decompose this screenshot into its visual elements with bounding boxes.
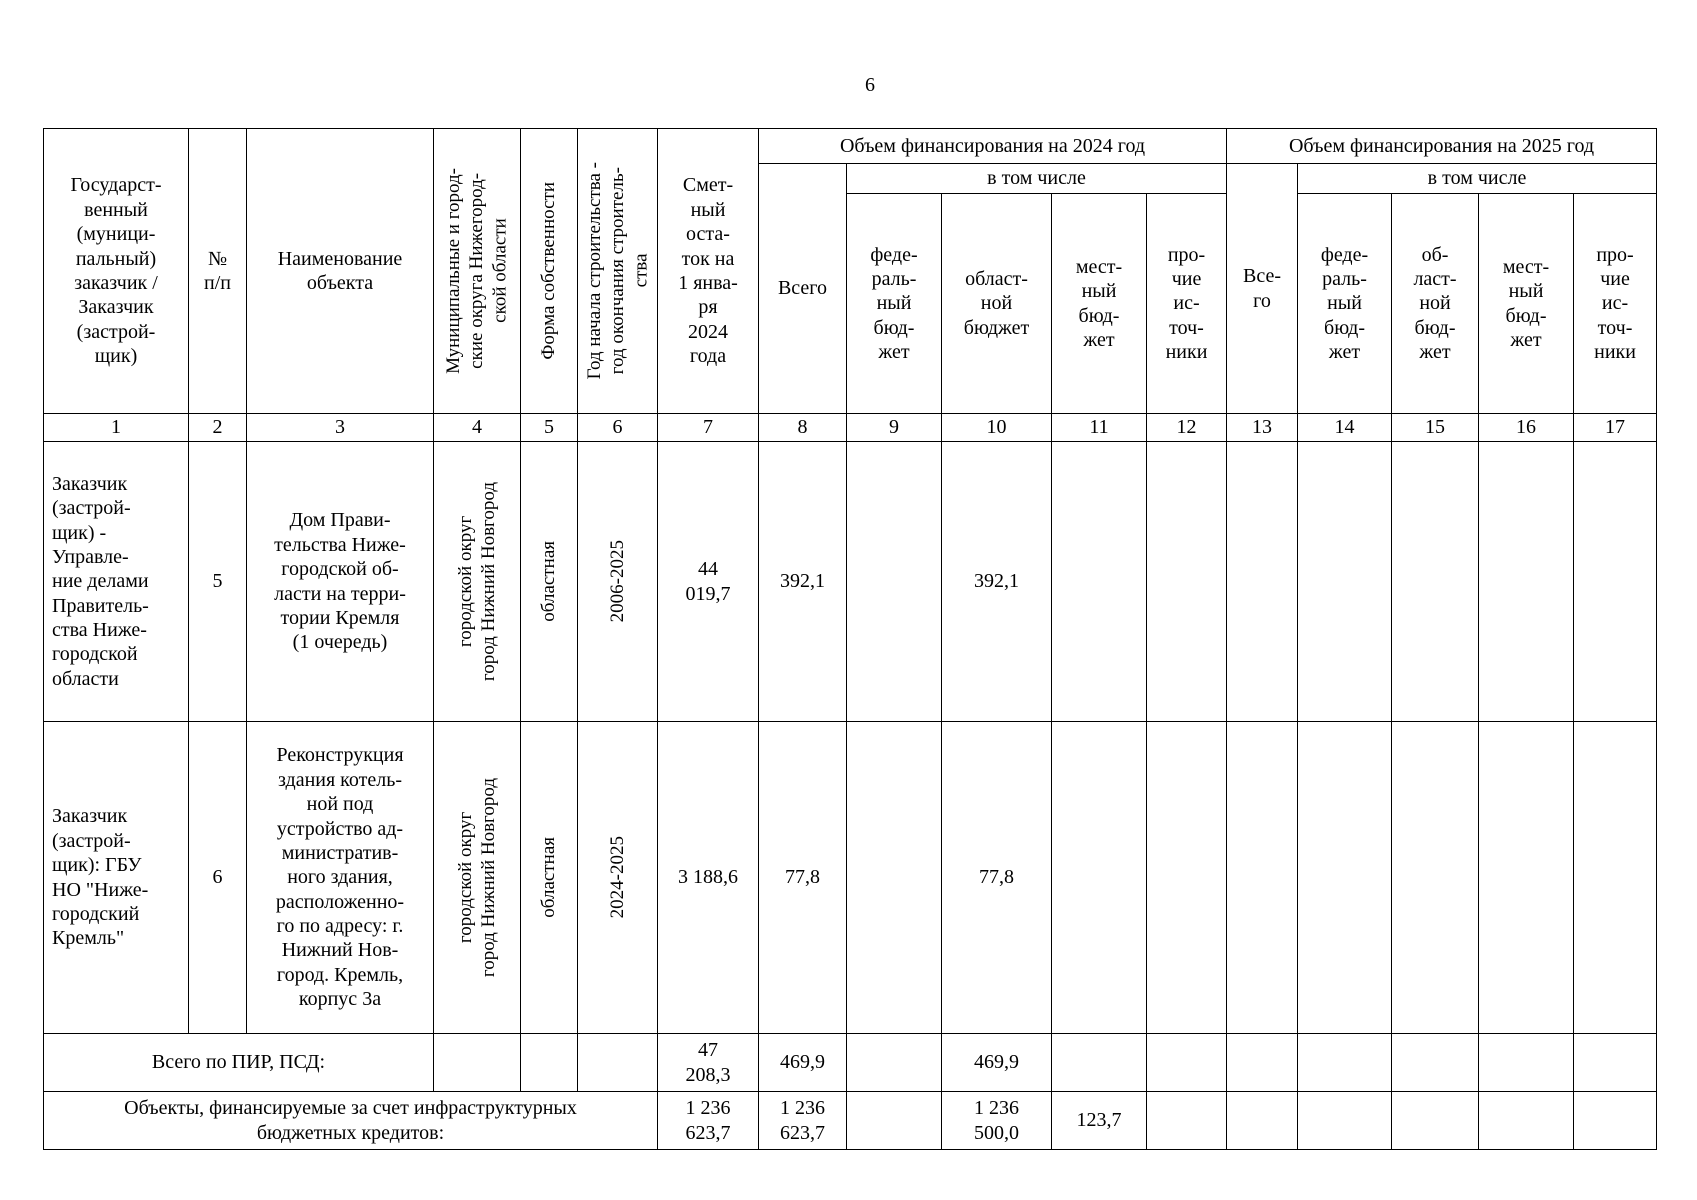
row-ownership: областная xyxy=(521,722,578,1034)
row-num: 6 xyxy=(189,722,247,1034)
page-number: 6 xyxy=(865,74,875,96)
header-fed-2025: феде- раль- ный бюд- жет xyxy=(1298,194,1392,414)
column-number: 10 xyxy=(942,414,1052,442)
column-number: 11 xyxy=(1052,414,1147,442)
header-customer: Государст- венный (муници- пальный) заказчик / Заказчик (застрой- щик) xyxy=(44,129,189,414)
total-pir-remainder: 47 208,3 xyxy=(658,1034,759,1092)
row-oth-2024 xyxy=(1147,722,1227,1034)
column-number: 9 xyxy=(847,414,942,442)
column-number: 16 xyxy=(1479,414,1574,442)
row-loc-2024 xyxy=(1052,722,1147,1034)
row-fed-2025 xyxy=(1298,722,1392,1034)
column-number: 4 xyxy=(434,414,521,442)
row-reg-2025 xyxy=(1392,722,1479,1034)
infra-loc-2024: 123,7 xyxy=(1052,1092,1147,1150)
row-object-name: Реконструкция здания котель- ной под устройство ад- министратив- ного здания, расположенно- го по адресу: г. Нижний Нов- город. Кремль, корпус 3а xyxy=(247,722,434,1034)
row-num: 5 xyxy=(189,442,247,722)
header-including-2024: в том числе xyxy=(847,164,1227,194)
column-numbers-row xyxy=(44,414,1657,442)
row-reg-2024: 392,1 xyxy=(942,442,1052,722)
column-number: 3 xyxy=(247,414,434,442)
row-object-name: Дом Прави- тельства Ниже- городской об- ласти на терри- тории Кремля (1 очередь) xyxy=(247,442,434,722)
infra-reg-2024: 1 236 500,0 xyxy=(942,1092,1052,1150)
column-number: 5 xyxy=(521,414,578,442)
row-customer: Заказчик (застрой- щик) - Управле- ние делами Правитель- ства Ниже- городской области xyxy=(44,442,189,722)
total-pir-reg-2024: 469,9 xyxy=(942,1034,1052,1092)
row-years: 2006-2025 xyxy=(578,442,658,722)
total-pir-total-2024: 469,9 xyxy=(759,1034,847,1092)
row-total-2025 xyxy=(1227,442,1298,722)
column-number: 1 xyxy=(44,414,189,442)
header-municipal: Муниципальные и город- ские округа Нижегород- ской области xyxy=(434,129,521,414)
header-loc-2025: мест- ный бюд- жет xyxy=(1479,194,1574,414)
column-number: 6 xyxy=(578,414,658,442)
header-including-2025: в том числе xyxy=(1298,164,1657,194)
column-number: 2 xyxy=(189,414,247,442)
table-row xyxy=(44,442,1657,722)
row-oth-2024 xyxy=(1147,442,1227,722)
row-oth-2025 xyxy=(1574,722,1657,1034)
row-fed-2024 xyxy=(847,722,942,1034)
header-oth-2024: про- чие ис- точ- ники xyxy=(1147,194,1227,414)
header-fin-2025: Объем финансирования на 2025 год xyxy=(1227,129,1657,164)
total-pir-row xyxy=(44,1034,1657,1092)
row-fed-2024 xyxy=(847,442,942,722)
header-reg-2025: об- ласт- ной бюд- жет xyxy=(1392,194,1479,414)
row-oth-2025 xyxy=(1574,442,1657,722)
row-fed-2025 xyxy=(1298,442,1392,722)
infra-total-2024: 1 236 623,7 xyxy=(759,1092,847,1150)
infra-label: Объекты, финансируемые за счет инфраструктурных бюджетных кредитов: xyxy=(44,1092,658,1150)
row-reg-2024: 77,8 xyxy=(942,722,1052,1034)
column-number: 7 xyxy=(658,414,759,442)
column-number: 15 xyxy=(1392,414,1479,442)
column-number: 14 xyxy=(1298,414,1392,442)
header-remainder: Смет- ный оста- ток на 1 янва- ря 2024 года xyxy=(658,129,759,414)
infra-remainder: 1 236 623,7 xyxy=(658,1092,759,1150)
header-object-name: Наименование объекта xyxy=(247,129,434,414)
row-loc-2024 xyxy=(1052,442,1147,722)
column-number: 13 xyxy=(1227,414,1298,442)
header-total-2025: Все- го xyxy=(1227,164,1298,414)
header-ownership: Форма собственности xyxy=(521,129,578,414)
header-total-2024: Всего xyxy=(759,164,847,414)
row-total-2024: 392,1 xyxy=(759,442,847,722)
total-pir-label: Всего по ПИР, ПСД: xyxy=(44,1034,434,1092)
row-reg-2025 xyxy=(1392,442,1479,722)
header-years: Год начала строительства - год окончания строитель- ства xyxy=(578,129,658,414)
header-fed-2024: феде- раль- ный бюд- жет xyxy=(847,194,942,414)
row-remainder: 44 019,7 xyxy=(658,442,759,722)
column-number: 17 xyxy=(1574,414,1657,442)
column-number: 12 xyxy=(1147,414,1227,442)
row-loc-2025 xyxy=(1479,442,1574,722)
header-num: № п/п xyxy=(189,129,247,414)
row-loc-2025 xyxy=(1479,722,1574,1034)
row-municipal: городской округ город Нижний Новгород xyxy=(434,722,521,1034)
row-total-2025 xyxy=(1227,722,1298,1034)
table-row xyxy=(44,722,1657,1034)
column-number: 8 xyxy=(759,414,847,442)
header-oth-2025: про- чие ис- точ- ники xyxy=(1574,194,1657,414)
row-years: 2024-2025 xyxy=(578,722,658,1034)
infra-row xyxy=(44,1092,1657,1150)
financing-table xyxy=(43,128,1657,1150)
header-loc-2024: мест- ный бюд- жет xyxy=(1052,194,1147,414)
header-reg-2024: област- ной бюджет xyxy=(942,194,1052,414)
header-fin-2024: Объем финансирования на 2024 год xyxy=(759,129,1227,164)
row-ownership: областная xyxy=(521,442,578,722)
row-customer: Заказчик (застрой- щик): ГБУ НО "Ниже- городский Кремль" xyxy=(44,722,189,1034)
row-municipal: городской округ город Нижний Новгород xyxy=(434,442,521,722)
row-remainder: 3 188,6 xyxy=(658,722,759,1034)
row-total-2024: 77,8 xyxy=(759,722,847,1034)
